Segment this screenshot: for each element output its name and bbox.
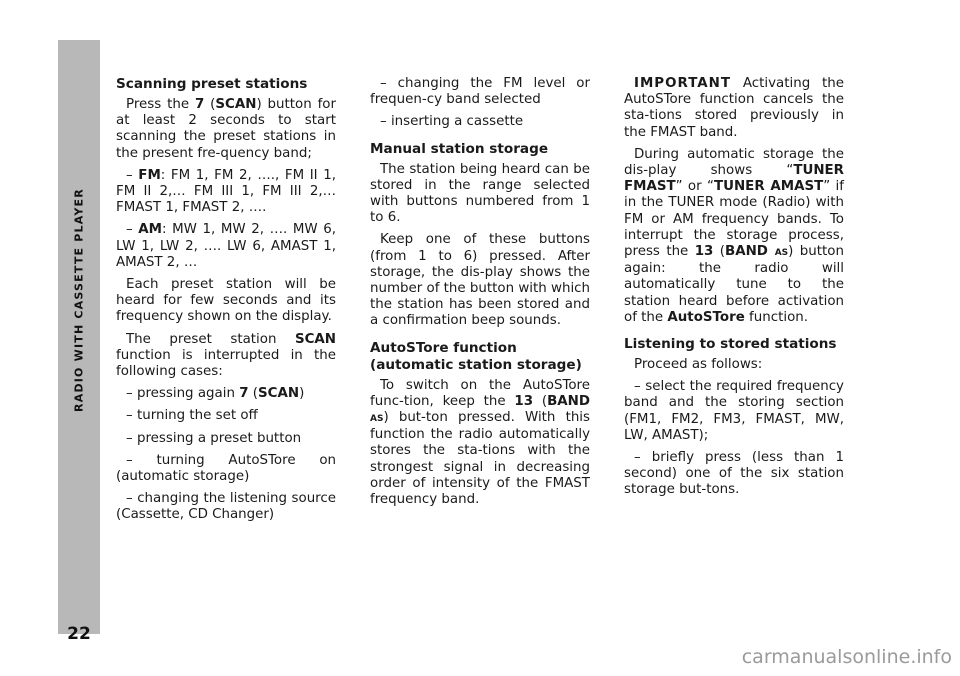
text-bold: TUNER AMAST bbox=[713, 179, 824, 195]
list-item: – inserting a cassette bbox=[380, 114, 524, 130]
text: ) bbox=[299, 386, 305, 402]
paragraph: Proceed as follows: bbox=[634, 357, 763, 373]
section-title bbox=[58, 40, 100, 560]
heading-manual-storage: Manual station storage bbox=[370, 140, 549, 157]
text: ( bbox=[248, 386, 259, 402]
text: ” or “ bbox=[675, 179, 714, 195]
text-bold: AM bbox=[138, 222, 162, 238]
column-3 bbox=[624, 76, 844, 505]
list-item: – changing the FM level or frequen-cy band selected bbox=[370, 76, 590, 108]
list-item: – turning the set off bbox=[126, 408, 258, 424]
watermark: carmanualsonline.info bbox=[741, 646, 952, 668]
text-bold: AutoSTore bbox=[667, 309, 745, 325]
text-bold: IMPORTANT bbox=[634, 76, 732, 91]
text: function. bbox=[744, 309, 809, 325]
text: : MW 1, MW 2, …. MW 6, LW 1, LW 2, …. LW 6, AMAST 1, AMAST 2, … bbox=[116, 222, 337, 270]
text: Press the bbox=[126, 97, 195, 112]
text-bold: TUNER FMAST bbox=[624, 163, 844, 195]
paragraph bbox=[370, 378, 590, 509]
text: – bbox=[126, 222, 139, 238]
heading-line: (automatic station storage) bbox=[370, 356, 582, 373]
text-bold-small: AS bbox=[774, 248, 789, 259]
text-bold: FM bbox=[138, 167, 161, 183]
paragraph bbox=[116, 168, 336, 217]
paragraph bbox=[624, 76, 844, 141]
paragraph: Each preset station will be heard for few seconds and its frequency shown on the display. bbox=[116, 277, 336, 325]
page-number: 22 bbox=[67, 624, 91, 644]
section-title-text: RADIO WITH CASSETTE PLAYER bbox=[72, 188, 86, 412]
paragraph bbox=[116, 97, 336, 162]
text-bold: 7 bbox=[239, 386, 249, 402]
list-item bbox=[116, 386, 336, 402]
text-bold: SCAN bbox=[294, 331, 336, 347]
text: function is interrupted in the following cases: bbox=[116, 347, 336, 380]
text-bold: 13 bbox=[514, 393, 534, 409]
text: ” if in the TUNER mode (Radio) with FM or AM frequency bands. To interrupt the storage process, press the bbox=[624, 179, 844, 260]
paragraph: The station being heard can be stored in the range selected with buttons numbered from 1 to 6. bbox=[370, 161, 590, 226]
text-bold: SCAN bbox=[258, 386, 300, 402]
text: – pressing again bbox=[126, 386, 240, 402]
text: ) button again: the radio will automatically tune to the station heard before activation of the bbox=[624, 244, 844, 325]
list-item: – changing the listening source (Cassette, CD Changer) bbox=[116, 491, 336, 523]
heading-listening-stored: Listening to stored stations bbox=[624, 336, 837, 353]
column-1 bbox=[116, 76, 336, 530]
text: : FM 1, FM 2, …., FM II 1, FM II 2,… FM III 1, FM III 2,… FMAST 1, FMAST 2, …. bbox=[116, 167, 336, 216]
text: During automatic storage the dis-play shows “ bbox=[624, 146, 844, 179]
text-bold: SCAN bbox=[215, 97, 257, 112]
text: – bbox=[126, 167, 139, 183]
list-item: – select the required frequency band and the storing section (FM1, FM2, FM3, FMAST, MW, LW, AMAST); bbox=[624, 379, 844, 443]
list-item: – turning AutoSTore on (automatic storage) bbox=[116, 452, 336, 485]
text: ( bbox=[713, 244, 725, 260]
text-bold: BAND bbox=[547, 393, 590, 409]
list-item: – pressing a preset button bbox=[126, 430, 302, 446]
paragraph bbox=[624, 147, 844, 326]
text: To switch on the AutoSTore func-tion, keep the bbox=[370, 377, 590, 409]
text: ) but-ton pressed. With this function the radio automatically stores the sta-tions with the strongest signal in decreasing order of intensity of the FMAST frequency band. bbox=[370, 410, 590, 508]
heading-line: AutoSTore function bbox=[370, 339, 517, 356]
text: The preset station bbox=[126, 331, 295, 347]
text-bold: 13 bbox=[694, 244, 714, 260]
column-2 bbox=[370, 76, 590, 514]
text: ( bbox=[204, 97, 216, 112]
text: ( bbox=[533, 393, 548, 409]
text: ) button for at least 2 seconds to start scanning the preset stations in the present fre-quency band; bbox=[116, 97, 337, 161]
text-bold-small: AS bbox=[370, 414, 384, 425]
heading-scanning-preset: Scanning preset stations bbox=[116, 76, 308, 92]
paragraph bbox=[116, 222, 336, 271]
heading-autostore bbox=[370, 340, 590, 374]
list-item: – briefly press (less than 1 second) one of the six station storage but-tons. bbox=[624, 450, 844, 498]
sidebar bbox=[58, 40, 100, 644]
text-bold: 7 bbox=[194, 97, 205, 112]
text-bold: BAND bbox=[725, 244, 775, 260]
paragraph: Keep one of these buttons (from 1 to 6) pressed. After storage, the dis-play shows the number of the button with which the station has been stored and a confirmation beep sounds. bbox=[370, 232, 591, 329]
text: Activating the AutoSTore function cancels the sta-tions stored previously in the FMAST band. bbox=[624, 76, 844, 140]
paragraph bbox=[116, 332, 336, 381]
